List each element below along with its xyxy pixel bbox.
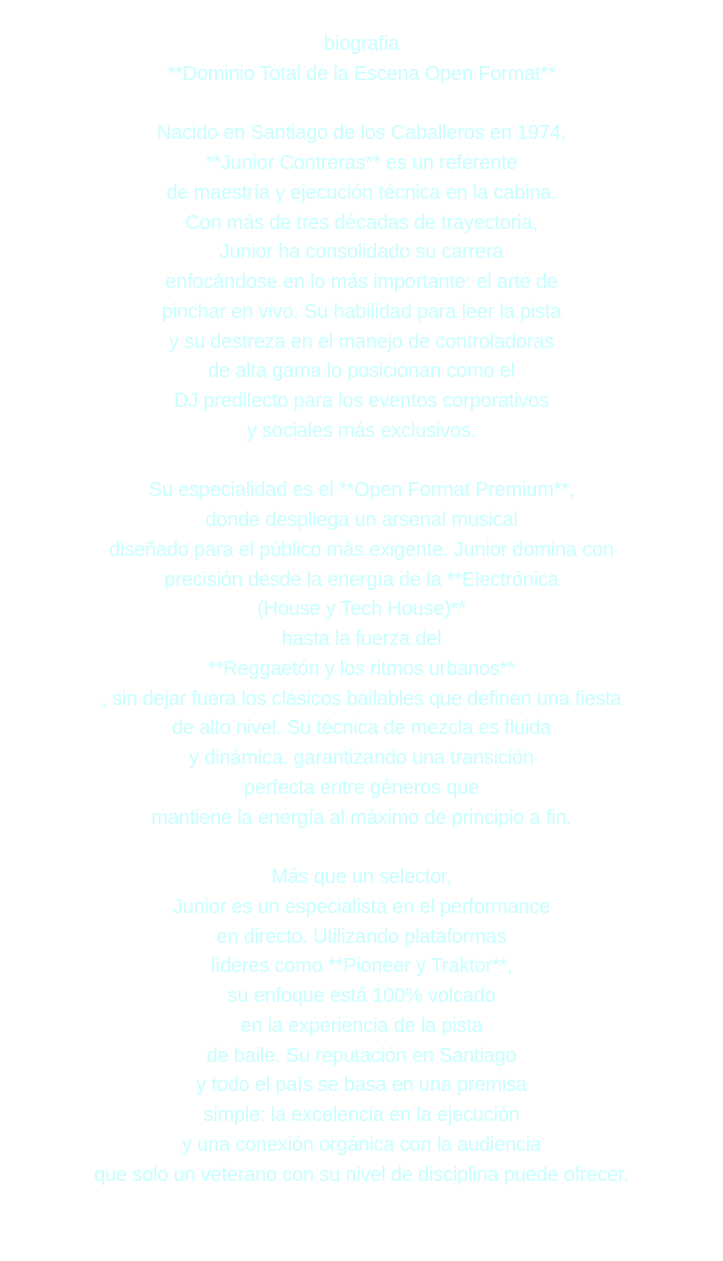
biography-line: su enfoque está 100% volcado	[227, 985, 496, 1007]
biography-line: simple: la excelencia en la ejecución	[203, 1104, 520, 1126]
biography-line	[0, 89, 723, 119]
biography-line: **Reggaetón y los ritmos urbanos**	[208, 657, 515, 680]
biography-line: donde despliega un arsenal musical	[205, 509, 518, 531]
biography-line: Más que un selector,	[271, 866, 452, 888]
biography-line: (House y Tech House)**	[257, 598, 466, 621]
biography-line: de baile. Su reputación en Santiago	[206, 1044, 517, 1067]
biography-line: Su especialidad es el **Open Format Premium**,	[148, 479, 575, 502]
biography-line: y todo el país se basa en una premisa	[196, 1074, 527, 1097]
biography-line: Junior es un especialista en el performance	[172, 895, 551, 918]
biography-line	[0, 832, 723, 862]
biography-line: y dinámica, garantizando una transición	[189, 747, 534, 769]
biography-heading: biografia	[324, 33, 399, 55]
biography-line: que solo un veterano con su nivel de disciplina puede ofrecer.	[94, 1163, 629, 1186]
biography-line: pinchar en vivo. Su habilidad para leer la pista	[161, 300, 562, 323]
biography-line: perfecta entre géneros que	[244, 776, 479, 799]
biography-line: **Junior Contreras** es un referente	[205, 152, 518, 174]
biography-line: de maestría y ejecución técnica en la cabina.	[166, 181, 557, 204]
biography-title: **Dominio Total de la Escena Open Format**	[167, 62, 556, 85]
biography-line: Junior ha consolidado su carrera	[219, 241, 504, 264]
biography-line: en la experiencia de la pista	[240, 1014, 483, 1037]
biography-line: Con más de tres décadas de trayectoria,	[185, 211, 538, 234]
biography-line: hasta la fuerza del	[281, 628, 442, 650]
biography-line: de alta gama lo posicionan como el	[208, 360, 515, 383]
biography-line: DJ predilecto para los eventos corporativos	[174, 390, 549, 412]
biography-line: Nacido en Santiago de los Caballeros en 1974,	[156, 122, 567, 145]
biography-line: y una conexión orgánica con la audiencia	[182, 1133, 541, 1156]
biography-line: y sociales más exclusivos.	[246, 419, 477, 442]
biography-line: diseñado para el público más exigente. Junior domina con	[109, 538, 614, 561]
biography-line: y su destreza en el manejo de controladoras	[169, 330, 554, 353]
biography-line	[0, 446, 723, 476]
biography-line: precisión desde la energía de la **Electrónica	[164, 568, 559, 591]
biography-line: mantiene la energía al máximo de principio a fin.	[151, 806, 572, 829]
biography-line: en directo. Utilizando plataformas	[216, 925, 507, 948]
biography-line: enfocándose en lo más importante: el arte de	[165, 271, 558, 293]
biography-line: , sin dejar fuera los clásicos bailables que definen una fiesta	[101, 687, 622, 710]
biography-line: de alto nivel. Su técnica de mezcla es fluida	[172, 717, 551, 740]
biography-line: líderes como **Pioneer y Traktor**,	[210, 955, 513, 978]
